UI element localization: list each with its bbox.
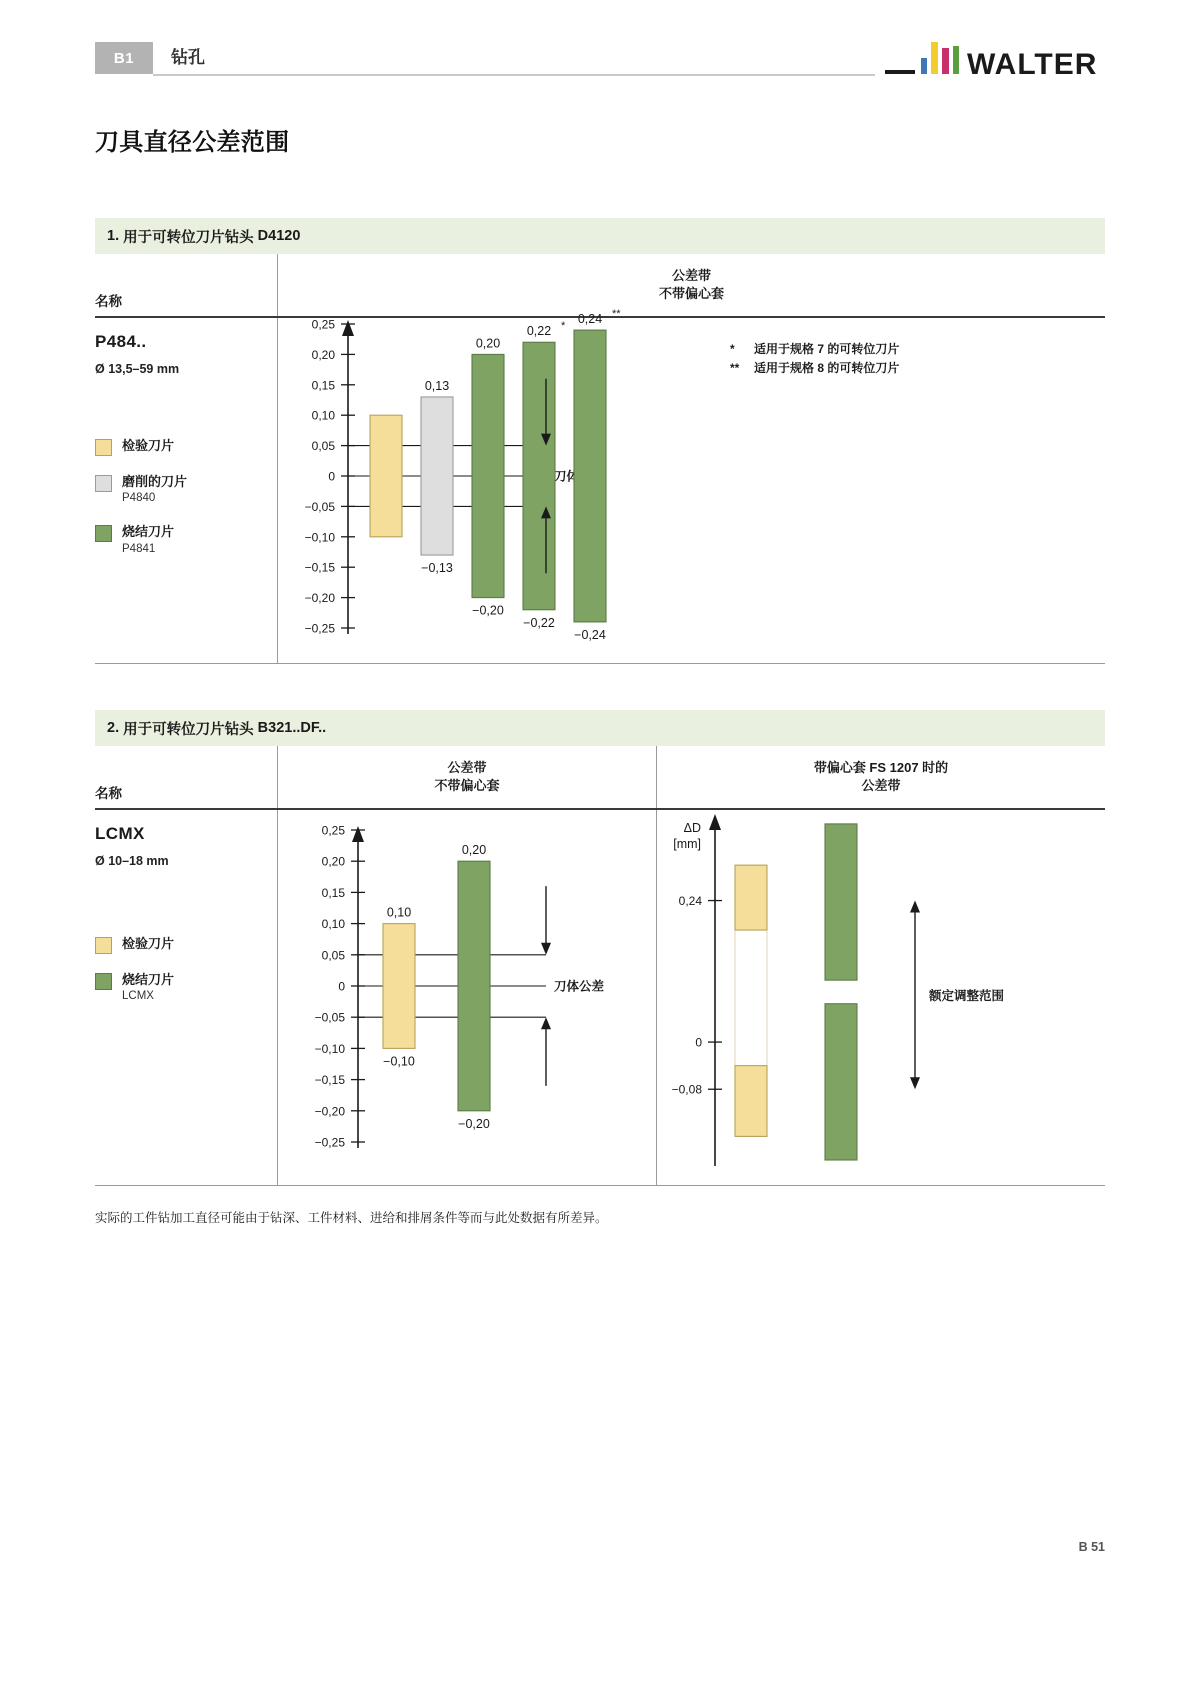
- footnote-mark: **: [730, 360, 740, 375]
- product-name: LCMX: [95, 823, 145, 843]
- svg-text:0,20: 0,20: [475, 335, 501, 350]
- svg-text:[mm]: [mm]: [673, 836, 701, 851]
- svg-text:−0,15: −0,15: [304, 560, 335, 575]
- footnote-row: [730, 359, 899, 378]
- svg-text:0,15: 0,15: [321, 885, 345, 900]
- col-header-line2: 不带偏心套: [434, 778, 500, 793]
- legend-swatch-green-icon: [95, 973, 112, 990]
- svg-text:−0,20: −0,20: [458, 1116, 490, 1131]
- product-name: P484..: [95, 331, 147, 351]
- section-1-bottom-rule: [95, 663, 1105, 664]
- svg-text:**: **: [612, 307, 621, 320]
- svg-text:0,13: 0,13: [424, 378, 450, 393]
- section-1-title: 用于可转位刀片钻头: [123, 229, 254, 246]
- svg-text:−0,22: −0,22: [523, 615, 555, 630]
- svg-text:*: *: [561, 319, 566, 332]
- col-header-name: 名称: [95, 294, 122, 309]
- section-2-code: B321..DF..: [257, 720, 327, 736]
- legend-item: [95, 936, 277, 954]
- section-2-chart-cell-right: [657, 810, 1105, 1185]
- svg-text:0,22: 0,22: [526, 323, 552, 338]
- legend-swatch-yellow-icon: [95, 439, 112, 456]
- legend-label: [122, 524, 174, 557]
- legend-label-main: 磨削的刀片: [122, 473, 188, 489]
- page-title: 刀具直径公差范围: [95, 129, 290, 156]
- svg-text:0,05: 0,05: [321, 947, 345, 962]
- legend-label: 检验刀片: [122, 437, 175, 453]
- svg-text:−0,05: −0,05: [304, 499, 335, 514]
- section-1-column-headers: [95, 254, 1105, 316]
- footnote-row: [730, 340, 899, 359]
- page-number: B 51: [1078, 1540, 1105, 1554]
- section-1-name-cell: [95, 318, 277, 663]
- legend-swatch-green-icon: [95, 525, 112, 542]
- chart2-svg: [278, 810, 654, 1185]
- svg-text:ΔD: ΔD: [683, 820, 701, 835]
- legend-label-main: 烧结刀片: [122, 971, 175, 987]
- col-header-tolerance-band: [278, 254, 1105, 316]
- svg-text:0: 0: [328, 469, 335, 483]
- svg-text:−0,25: −0,25: [304, 621, 335, 635]
- section-2-bottom-rule: [95, 1185, 1105, 1186]
- svg-text:−0,20: −0,20: [314, 1103, 345, 1118]
- svg-text:−0,08: −0,08: [671, 1082, 702, 1097]
- svg-text:0,20: 0,20: [461, 842, 487, 857]
- chapter-badge: B1: [95, 42, 153, 74]
- legend-item: [95, 972, 277, 1005]
- section-2-chart-cell-left: [278, 810, 656, 1185]
- col-header-line1: 带偏心套 FS 1207 时的: [813, 760, 949, 776]
- legend-item: [95, 474, 277, 507]
- footnote-text: 适用于规格 7 的可转位刀片: [754, 341, 900, 356]
- svg-text:−0,10: −0,10: [383, 1053, 415, 1068]
- svg-text:−0,10: −0,10: [314, 1041, 345, 1056]
- legend-label-sub: LCMX: [122, 990, 154, 1003]
- section-2-name-cell: [95, 810, 277, 1185]
- col-header-line2: 不带偏心套: [658, 286, 724, 301]
- section-1: [95, 218, 1105, 664]
- tolerance-chart-1: [278, 307, 1105, 663]
- header-divider: [153, 74, 875, 76]
- svg-text:−0,20: −0,20: [472, 603, 504, 618]
- section-1-code: D4120: [257, 228, 301, 244]
- legend-label: [122, 474, 187, 507]
- col-header-tolerance-band-with-sleeve: [657, 746, 1105, 808]
- svg-text:刀体公差: 刀体公差: [554, 979, 605, 993]
- svg-text:0,25: 0,25: [311, 317, 335, 331]
- legend-swatch-gray-icon: [95, 475, 112, 492]
- section-1-body: [95, 307, 1105, 663]
- section-2-body: [95, 810, 1105, 1185]
- page-header: [95, 42, 1105, 88]
- col-header-line2: 公差带: [861, 778, 901, 793]
- svg-text:−0,15: −0,15: [314, 1072, 345, 1087]
- svg-text:0,20: 0,20: [321, 854, 345, 869]
- section-1-legend: [95, 438, 277, 558]
- legend-item: [95, 438, 277, 456]
- section-1-footnotes: [730, 340, 899, 378]
- walter-logo: [885, 38, 1105, 86]
- legend-label: 检验刀片: [122, 935, 175, 951]
- section-2-column-headers: [95, 746, 1105, 808]
- svg-text:−0,05: −0,05: [314, 1010, 345, 1025]
- svg-text:WALTER: WALTER: [967, 48, 1098, 81]
- svg-text:0,10: 0,10: [311, 408, 335, 423]
- section-1-chart-cell: [278, 307, 1105, 663]
- svg-text:0,20: 0,20: [311, 347, 335, 362]
- svg-text:0,24: 0,24: [678, 893, 702, 908]
- product-diameter: Ø 13,5–59 mm: [95, 361, 180, 376]
- section-1-header: [95, 218, 1105, 254]
- col-header-name: 名称: [95, 786, 122, 801]
- svg-text:−0,24: −0,24: [574, 627, 606, 642]
- svg-text:0,10: 0,10: [321, 916, 345, 931]
- svg-text:0,25: 0,25: [321, 823, 345, 837]
- svg-text:−0,20: −0,20: [304, 590, 335, 605]
- col-header-tolerance-band-no-sleeve: [278, 746, 656, 808]
- col-header-line1: 公差带: [671, 268, 711, 284]
- svg-text:−0,25: −0,25: [314, 1135, 345, 1149]
- legend-label-sub: P4840: [122, 492, 156, 505]
- section-2-legend: [95, 936, 277, 1005]
- svg-text:0,15: 0,15: [311, 377, 335, 392]
- svg-text:0,10: 0,10: [386, 905, 412, 920]
- col-header-line1: 公差带: [447, 760, 487, 776]
- bottom-note: 实际的工件钻加工直径可能由于钻深、工件材料、进给和排屑条件等而与此处数据有所差异。: [95, 1211, 608, 1225]
- chapter-title: 钻孔: [171, 48, 205, 67]
- chart1-svg: [278, 307, 1068, 663]
- tolerance-chart-2: [278, 810, 656, 1185]
- walter-logo-svg: [885, 38, 1105, 86]
- svg-text:−0,10: −0,10: [304, 529, 335, 544]
- section-2-number: 2.: [107, 720, 120, 736]
- section-2-title: 用于可转位刀片钻头: [123, 721, 254, 738]
- footnote-mark: *: [730, 341, 735, 356]
- svg-text:0: 0: [695, 1035, 702, 1050]
- section-2-header: [95, 710, 1105, 746]
- svg-text:0,24: 0,24: [577, 311, 603, 326]
- legend-label-main: 烧结刀片: [122, 524, 175, 540]
- chart3-svg: [657, 810, 1033, 1185]
- svg-text:0,05: 0,05: [311, 438, 335, 453]
- section-2: [95, 710, 1105, 1186]
- svg-text:0: 0: [338, 979, 345, 993]
- legend-label: [122, 972, 174, 1005]
- legend-item: [95, 524, 277, 557]
- tolerance-chart-3: [657, 810, 1105, 1185]
- svg-text:−0,13: −0,13: [421, 560, 453, 575]
- legend-label-sub: P4841: [122, 543, 156, 556]
- legend-swatch-yellow-icon: [95, 937, 112, 954]
- product-diameter: Ø 10–18 mm: [95, 853, 169, 868]
- footnote-text: 适用于规格 8 的可转位刀片: [754, 360, 900, 375]
- section-1-number: 1.: [107, 228, 120, 244]
- svg-text:额定调整范围: 额定调整范围: [929, 988, 1005, 1003]
